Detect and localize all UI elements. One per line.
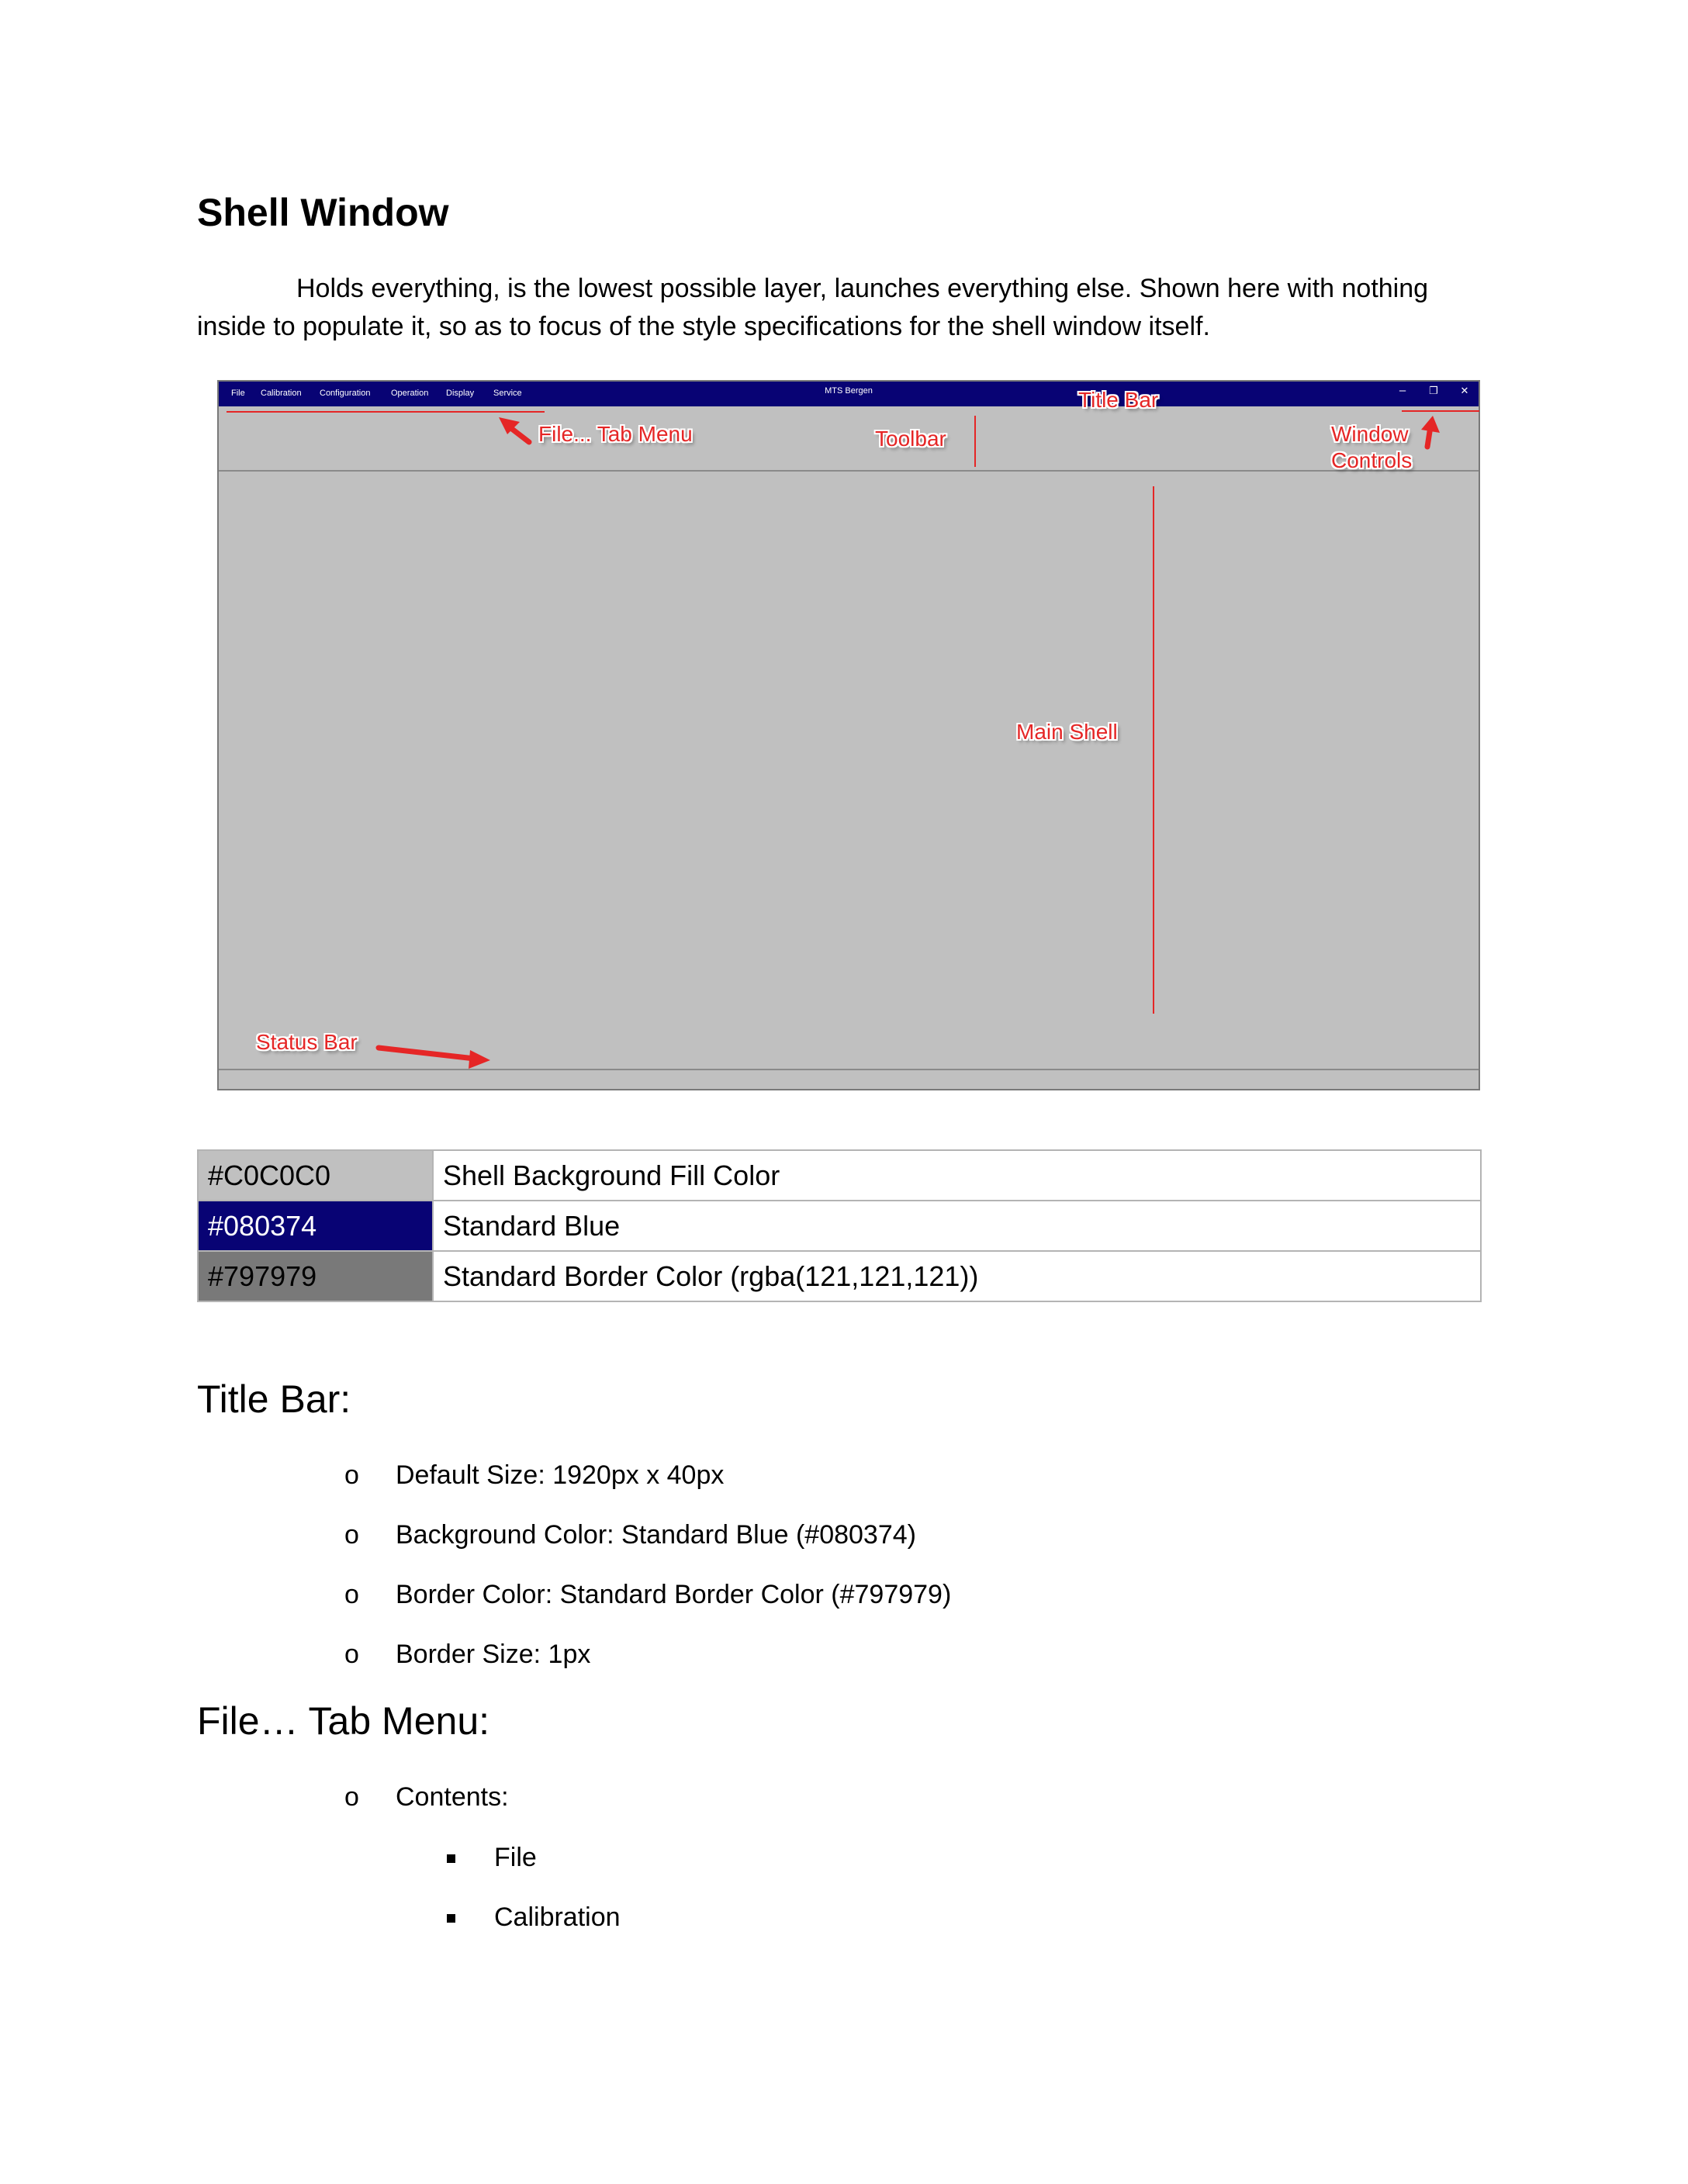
color-spec-table [197, 1149, 1482, 1302]
menu-item-configuration[interactable]: Configuration [320, 389, 371, 398]
sub-list-item [0, 1899, 1688, 1935]
color-description-cell: Standard Blue [433, 1201, 1481, 1251]
color-description-cell: Shell Background Fill Color [433, 1150, 1481, 1201]
callout-toolbar: Toolbar [875, 427, 946, 451]
sub-list-item-text: Calibration [494, 1902, 621, 1932]
restore-icon[interactable]: ❐ [1429, 385, 1438, 396]
list-item [0, 1779, 1688, 1815]
color-swatch-cell: #080374 [198, 1201, 433, 1251]
close-icon[interactable]: ✕ [1460, 385, 1469, 396]
callout-file-tab-menu: File... Tab Menu [538, 422, 693, 446]
menu-item-operation[interactable]: Operation [391, 389, 429, 398]
bullet-marker: o [344, 1520, 359, 1550]
callout-window-controls-line1: Window [1331, 422, 1409, 446]
sub-list-item [0, 1840, 1688, 1875]
callout-main-shell: Main Shell [1016, 720, 1118, 744]
toolbar [219, 406, 1479, 472]
list-item [0, 1636, 1688, 1672]
title-bar [219, 382, 1479, 406]
bullet-marker: o [344, 1640, 359, 1669]
color-swatch-cell: #C0C0C0 [198, 1150, 433, 1201]
shell-window-screenshot [217, 380, 1480, 1090]
color-description-cell: Standard Border Color (rgba(121,121,121)) [433, 1251, 1481, 1301]
section-title-file-tab-menu: File… Tab Menu: [197, 1699, 490, 1743]
color-swatch-cell: #797979 [198, 1251, 433, 1301]
sub-list-item-text: File [494, 1843, 537, 1872]
list-item-text: Border Color: Standard Border Color (#797979) [396, 1580, 952, 1609]
list-item-text: Background Color: Standard Blue (#080374) [396, 1520, 916, 1550]
callout-window-controls-line2: Controls [1331, 448, 1413, 472]
table-row [198, 1251, 1481, 1301]
intro-paragraph: Holds everything, is the lowest possible layer, launches everything else. Shown here with nothing inside to populate it, so as to focus of the style specifications for the shell window itself. [197, 274, 1429, 341]
list-item-text: Contents: [396, 1782, 509, 1812]
annotation-overlay [219, 382, 1482, 1092]
window-title: MTS Bergen [825, 386, 873, 396]
section-title-title-bar: Title Bar: [197, 1377, 351, 1421]
status-bar [219, 1069, 1479, 1089]
table-row [198, 1201, 1481, 1251]
document-heading: Shell Window [197, 191, 449, 234]
bullet-marker: o [344, 1580, 359, 1609]
status-bar-arrow-icon [379, 1048, 490, 1069]
list-item [0, 1457, 1688, 1493]
bullet-marker: o [344, 1782, 359, 1812]
callout-title-bar: Title Bar [1078, 388, 1159, 412]
list-item-text: Default Size: 1920px x 40px [396, 1460, 725, 1490]
list-item [0, 1577, 1688, 1612]
menu-item-calibration[interactable]: Calibration [261, 389, 302, 398]
callout-status-bar: Status Bar [256, 1030, 358, 1054]
bullet-marker: o [344, 1460, 359, 1490]
list-item-text: Border Size: 1px [396, 1640, 591, 1669]
menu-item-file[interactable]: File [231, 389, 245, 398]
menu-item-display[interactable]: Display [446, 389, 475, 398]
square-bullet-icon [447, 1914, 455, 1923]
minimize-icon[interactable]: – [1399, 384, 1406, 397]
list-item [0, 1517, 1688, 1553]
square-bullet-icon [447, 1854, 455, 1863]
menu-item-service[interactable]: Service [493, 389, 522, 398]
table-row [198, 1150, 1481, 1201]
